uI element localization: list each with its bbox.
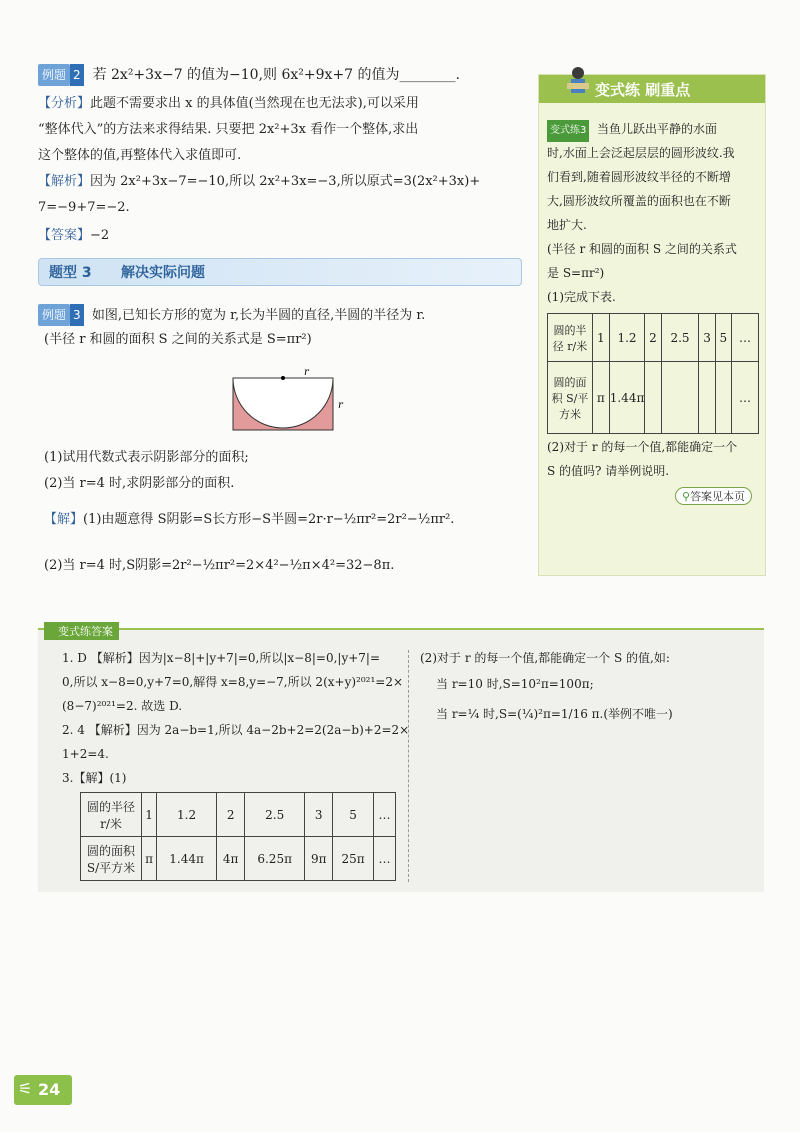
student-icon [565,65,591,101]
analysis-line-2: “整体代入”的方法来求得结果. 只要把 2x²+3x 看作一个整体,求出 [38,122,419,137]
example-2-question [38,64,460,86]
section-header [38,258,522,286]
table-cell: 1.44π [609,362,645,434]
page-number: 24 [38,1080,61,1099]
section-label: 题型 3 [49,265,92,281]
part-1: (1)试用代数式表示阴影部分的面积; [44,450,249,465]
example-number: 2 [70,64,84,86]
pin-icon: ⚲ [682,490,691,503]
answers-table [80,792,396,881]
practice-line-8: (1)完成下表. [547,290,616,304]
table-cell: 1.2 [609,314,645,362]
see-answer-link[interactable] [675,487,752,505]
table-cell-empty[interactable] [715,362,731,434]
table-cell: 1.44π [157,837,217,881]
table-cell-empty[interactable] [661,362,699,434]
practice-line-2: 时,水面上会泛起层层的圆形波纹.我 [547,146,735,160]
practice-table [547,313,759,434]
solution-line-2: 7=−9+7=−2. [38,200,130,215]
answer-3-part-2-line-3: 当 r=¼ 时,S=(¼)²π=1/16 π.(举例不唯一) [436,707,673,721]
analysis-text: 此题不需要求出 x 的具体值(当然现在也无法求),可以采用 [90,96,419,111]
practice-line-6: (半径 r 和圆的面积 S 之间的关系式 [547,242,737,256]
example-3-question [38,304,425,326]
answers-tag: 变式练答案 [44,622,119,640]
practice-q2-line-2: S 的值吗? 请举例说明. [547,464,670,478]
answer-2-line-1: 2. 4 【解析】因为 2a−b=1,所以 4a−2b+2=2(2a−b)+2=2× [62,723,410,737]
part-2: (2)当 r=4 时,求阴影部分的面积. [44,476,235,491]
page-number-badge [14,1075,72,1105]
table-cell: … [373,793,395,837]
table-cell: 2 [645,314,661,362]
table-cell: 2 [217,793,245,837]
table-cell-empty[interactable] [645,362,661,434]
practice-panel [538,74,766,576]
table-cell: 9π [305,837,333,881]
table-header-radius: 圆的半径 r/米 [81,793,142,837]
answer-label: 【答案】 [38,228,91,243]
practice-line-3: 们看到,随着圆形波纹半径的不断增 [547,170,731,184]
analysis-line-1 [38,94,419,114]
answer-3-label: 3.【解】(1) [62,771,127,785]
compass-icon: ⚟ [18,1079,33,1098]
table-cell: 1 [142,793,157,837]
answer-1-line-1: 1. D 【解析】因为|x−8|+|y+7|=0,所以|x−8|=0,|y+7|= [62,651,381,665]
table-cell: 3 [699,314,715,362]
table-cell: 5 [715,314,731,362]
answer-3-part-2-line-2: 当 r=10 时,S=10²π=100π; [436,677,594,691]
table-cell: 6.25π [245,837,305,881]
example-tag: 例题 [38,304,70,326]
analysis-line-3: 这个整体的值,再整体代入求值即可. [38,148,242,163]
table-cell: … [732,362,759,434]
table-cell: 4π [217,837,245,881]
answer-2-line-2: 1+2=4. [62,747,109,761]
solution-label: 【解析】 [38,174,91,189]
practice-line-5: 地扩大. [547,218,587,232]
section-title: 解决实际问题 [121,265,205,281]
answer-1-line-2: 0,所以 x−8=0,y+7=0,解得 x=8,y=−7,所以 2(x+y)²⁰²¹=2× [62,675,404,689]
table-header-area: 圆的面 积 S/平 方米 [548,362,593,434]
table-cell: π [142,837,157,881]
analysis-label: 【分析】 [38,96,91,111]
rectangle-semicircle-figure [228,368,358,434]
answer-value: −2 [90,228,110,243]
question-note: (半径 r 和圆的面积 S 之间的关系式是 S=πr²) [44,332,312,347]
answer-line [38,226,109,246]
table-cell: 1 [593,314,610,362]
radius-label-side: r [338,400,343,411]
solution-1 [44,510,454,530]
table-cell-empty[interactable] [699,362,715,434]
practice-line-4: 大,圆形波纹所覆盖的面积也在不断 [547,194,731,208]
table-cell: 5 [333,793,374,837]
solution-label: 【解】 [44,512,84,527]
practice-text: 当鱼儿跃出平静的水面 [597,122,718,136]
answers-divider [408,650,409,882]
see-answer-text: 答案见本页 [690,490,746,503]
table-cell: … [732,314,759,362]
table-cell: π [593,362,610,434]
table-cell: … [373,837,395,881]
example-number: 3 [70,304,84,326]
solution-text: 因为 2x²+3x−7=−10,所以 2x²+3x=−3,所以原式=3(2x²+3x)+ [90,174,481,189]
answer-blank: ________. [399,67,460,83]
practice-header-title: 变式练 刷重点 [595,81,691,99]
table-cell: 3 [305,793,333,837]
solution-text: (1)由题意得 S阴影=S长方形−S半圆=2r·r−½πr²=2r²−½πr². [83,512,455,527]
table-cell: 2.5 [661,314,699,362]
table-cell: 2.5 [245,793,305,837]
solution-2: (2)当 r=4 时,S阴影=2r²−½πr²=2×4²−½π×4²=32−8π. [44,558,395,573]
solution-line-1 [38,172,480,192]
question-text: 如图,已知长方形的宽为 r,长为半圆的直径,半圆的半径为 r. [91,308,426,323]
table-cell: 25π [333,837,374,881]
practice-line-7: 是 S=πr²) [547,266,605,280]
radius-label-top: r [304,368,309,378]
table-header-area: 圆的面积 S/平方米 [81,837,142,881]
example-tag: 例题 [38,64,70,86]
answer-1-line-3: (8−7)²⁰²¹=2. 故选 D. [62,699,183,713]
practice-tag: 变式练3 [547,120,589,142]
practice-line-1 [547,119,717,142]
answer-3-part-2-line-1: (2)对于 r 的每一个值,都能确定一个 S 的值,如: [420,651,670,665]
question-text: 若 2x²+3x−7 的值为−10,则 6x²+9x+7 的值为 [92,67,400,83]
table-header-radius: 圆的半 径 r/米 [548,314,593,362]
table-cell: 1.2 [157,793,217,837]
practice-q2-line-1: (2)对于 r 的每一个值,都能确定一个 [547,440,738,454]
